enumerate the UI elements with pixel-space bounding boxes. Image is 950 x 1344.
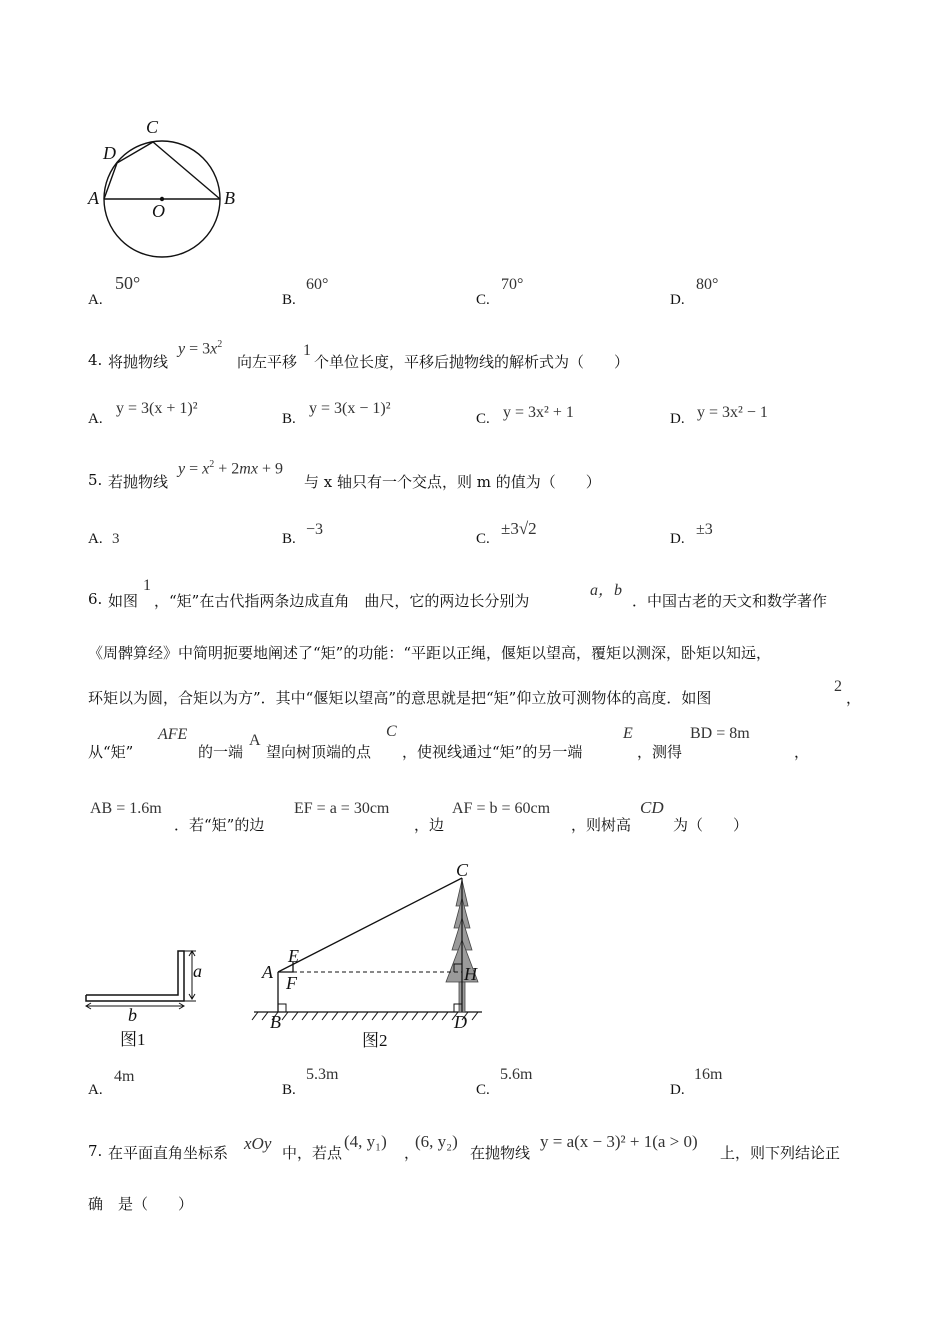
figure-1 xyxy=(80,945,220,1055)
q4-shift-amount: 1 xyxy=(303,342,311,359)
q6-text-5b: ．若“矩”的边 xyxy=(174,816,265,834)
q3-option-c-value: 70° xyxy=(501,276,524,293)
q6-option-d-value: 16m xyxy=(694,1066,723,1083)
q5-option-d-value: ±3 xyxy=(696,521,713,538)
q6-option-b-value: 5.3m xyxy=(306,1066,339,1083)
q6-text-4k: ， xyxy=(794,743,810,761)
q4-number: 4. xyxy=(88,351,103,369)
q6-option-b-letter[interactable]: B. xyxy=(282,1082,296,1098)
q3-option-a-value: 50° xyxy=(115,273,141,293)
q7-point-2: (6, y₂) xyxy=(415,1132,458,1151)
q7-parabola: y = a(x − 3)² + 1(a > 0) xyxy=(540,1132,698,1151)
q6-text-5h: 为（ ） xyxy=(673,816,749,834)
fig1-caption: 图1 xyxy=(120,1030,146,1049)
q6-text-3c: ， xyxy=(846,689,862,707)
q7-text-3: 中，若点 xyxy=(282,1144,343,1162)
q3-option-d-letter[interactable]: D. xyxy=(670,292,685,308)
q3-option-d-value: 80° xyxy=(696,276,719,293)
label-b: B xyxy=(224,188,235,208)
q4-equation: $y = 3x^2$ xyxy=(178,339,223,358)
q7-text-line-2: 确 是（ ） xyxy=(88,1195,194,1213)
q6-option-c-letter[interactable]: C. xyxy=(476,1082,490,1098)
q6-fig-ref-1: 1 xyxy=(143,577,151,594)
chord-cb xyxy=(153,142,220,199)
q6-bd-length: BD = 8m xyxy=(690,725,750,742)
q6-text-1e: ．中国古老的天文和数学著作 xyxy=(632,592,828,610)
q6-point-e: E xyxy=(623,725,633,742)
q6-text-5f: ，则树高 xyxy=(571,816,632,834)
q6-text-4a: 从“矩” xyxy=(88,743,134,761)
q4-option-b-letter[interactable]: B. xyxy=(282,411,296,427)
q5-number: 5. xyxy=(88,471,103,489)
q4-option-c-letter[interactable]: C. xyxy=(476,411,490,427)
q4-option-d-letter[interactable]: D. xyxy=(670,411,685,427)
q3-option-b-value: 60° xyxy=(306,276,329,293)
q6-text-3: 环矩以为圆，合矩以为方”．其中“偃矩以望高”的意思就是把“矩”仰立放可测物体的高度．如图 xyxy=(88,689,712,707)
q6-ruler-afe: AFE xyxy=(158,726,188,743)
q5-option-b-letter[interactable]: B. xyxy=(282,531,296,547)
fig2-label-d: D xyxy=(454,1012,467,1032)
q4-text-3: 个单位长度，平移后抛物线的解析式为（ ） xyxy=(314,353,630,371)
label-c: C xyxy=(146,117,159,137)
q5-option-b-value: −3 xyxy=(306,521,324,538)
q7-point-1: (4, y₁) xyxy=(344,1132,387,1151)
q6-text-4e: 望向树顶端的点 xyxy=(266,743,372,761)
q6-text-4g: ，使视线通过“矩”的另一端 xyxy=(402,743,583,761)
q4-option-d-value: y = 3x² − 1 xyxy=(697,404,768,421)
q7-text-5: ， xyxy=(404,1144,420,1162)
q3-option-b-letter[interactable]: B. xyxy=(282,292,296,308)
q5-text-1: 若抛物线 xyxy=(108,473,169,491)
q6-text-4i: ，测得 xyxy=(637,743,683,761)
fig2-label-a: A xyxy=(262,962,273,982)
q3-option-a-letter[interactable]: A. xyxy=(88,292,103,308)
fig1-label-a: a xyxy=(193,961,202,981)
q6-fig-ref-2: 2 xyxy=(834,678,842,695)
label-d: D xyxy=(103,143,116,163)
q6-point-a: A xyxy=(249,732,261,749)
q6-point-c: C xyxy=(386,723,397,740)
label-o: O xyxy=(152,201,165,221)
fig2-label-c: C xyxy=(456,860,469,880)
chord-dc xyxy=(117,142,153,163)
q5-option-d-letter[interactable]: D. xyxy=(670,531,685,547)
q4-option-b-value: y = 3(x − 1)² xyxy=(309,400,391,417)
fig2-label-b: B xyxy=(270,1012,281,1032)
q6-ab-length: AB = 1.6m xyxy=(90,800,162,817)
fig2-label-f: F xyxy=(286,973,297,993)
q7-text-7: 在抛物线 xyxy=(470,1144,531,1162)
q6-af-length: AF = b = 60cm xyxy=(452,800,551,817)
q5-option-a-value: 3 xyxy=(112,531,120,547)
q6-number: 6. xyxy=(88,590,103,608)
q4-option-a-letter[interactable]: A. xyxy=(88,411,103,427)
q5-equation: $y = x^2 + 2mx + 9$ xyxy=(178,459,283,478)
fig2-caption: 图2 xyxy=(362,1031,388,1050)
q6-sides-ab: a，b xyxy=(590,582,623,599)
q6-text-1c: ，“矩”在古代指两条边成直角 曲尺，它的两边长分别为 xyxy=(154,592,530,610)
fig2-label-e: E xyxy=(288,946,299,966)
label-a: A xyxy=(88,188,99,208)
q6-option-a-letter[interactable]: A. xyxy=(88,1082,103,1098)
q4-text-2: 向左平移 xyxy=(237,353,298,371)
q6-ef-length: EF = a = 30cm xyxy=(294,800,390,817)
q6-option-a-value: 4m xyxy=(114,1068,135,1085)
q6-text-2: 《周髀算经》中简明扼要地阐述了“矩”的功能：“平距以正绳，偃矩以望高，覆矩以测深，卧矩以知远， xyxy=(88,644,772,662)
q5-option-a-letter[interactable]: A. xyxy=(88,531,103,547)
figure-2 xyxy=(250,858,490,1053)
q3-option-c-letter[interactable]: C. xyxy=(476,292,490,308)
q6-cd: CD xyxy=(640,798,664,817)
fig2-label-h: H xyxy=(464,964,477,984)
q5-text-2: 与 x 轴只有一个交点，则 m 的值为（ ） xyxy=(304,473,601,491)
q7-text-1: 在平面直角坐标系 xyxy=(108,1144,229,1162)
circle-figure xyxy=(80,115,250,285)
chord-ad xyxy=(104,163,117,199)
q4-option-a-value: y = 3(x + 1)² xyxy=(116,400,198,417)
q6-option-d-letter[interactable]: D. xyxy=(670,1082,685,1098)
q6-text-1a: 如图 xyxy=(108,592,139,610)
q5-option-c-letter[interactable]: C. xyxy=(476,531,490,547)
fig1-label-b: b xyxy=(128,1005,137,1025)
q7-text-9: 上，则下列结论正 xyxy=(720,1144,841,1162)
q4-text-1: 将抛物线 xyxy=(108,353,169,371)
q4-option-c-value: y = 3x² + 1 xyxy=(503,404,574,421)
q6-option-c-value: 5.6m xyxy=(500,1066,533,1083)
q6-text-4c: 的一端 xyxy=(198,743,244,761)
q6-text-5d: ，边 xyxy=(414,816,445,834)
q7-coord-system: xOy xyxy=(244,1134,272,1153)
q5-option-c-value: ±3√2 xyxy=(501,519,537,538)
q7-number: 7. xyxy=(88,1142,103,1160)
